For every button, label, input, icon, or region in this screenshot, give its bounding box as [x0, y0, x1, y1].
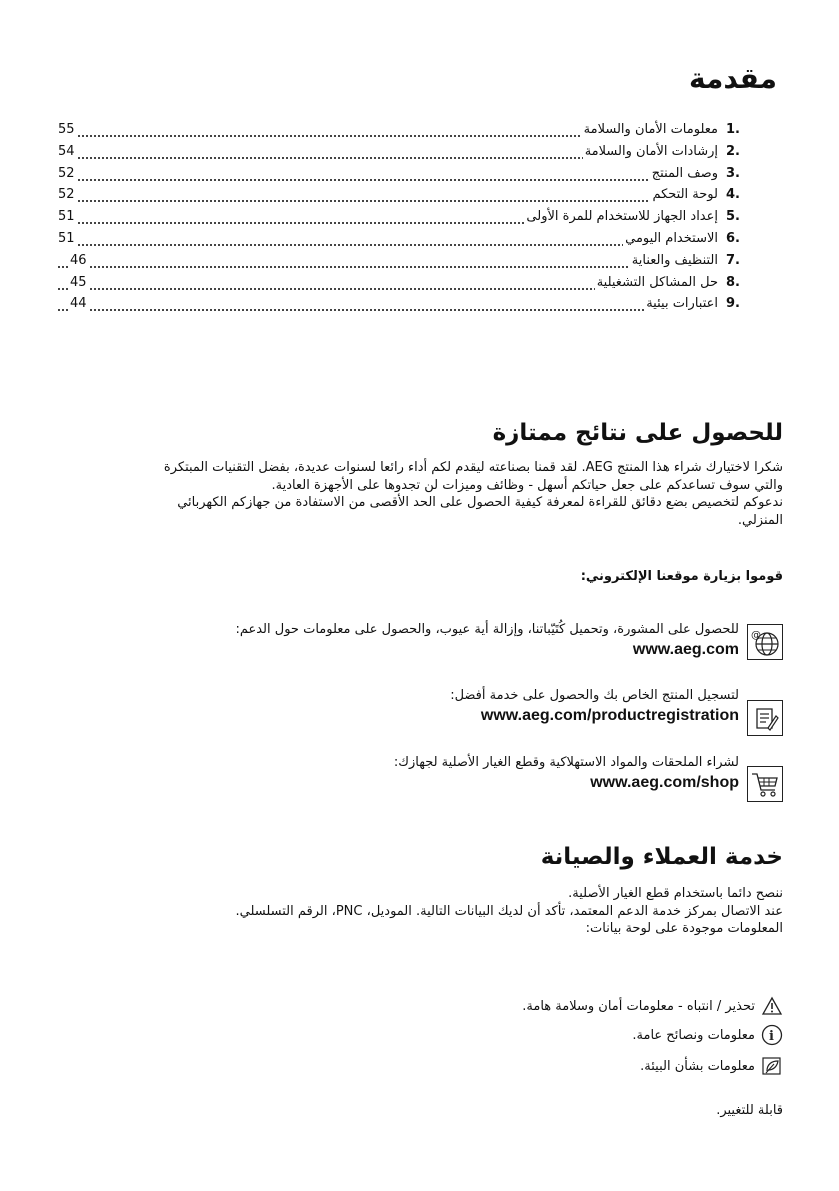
- legend-warning-text: تحذير / انتباه - معلومات أمان وسلامة هامة.: [522, 998, 755, 1014]
- leaf-icon: [761, 1055, 783, 1077]
- service-line: ننصح دائما باستخدام قطع الغيار الأصلية.: [568, 886, 783, 901]
- toc-item[interactable]: [58, 185, 742, 207]
- toc-title: التنظيف والعناية: [630, 251, 718, 271]
- toc-title: لوحة التحكم: [650, 185, 718, 205]
- toc-item[interactable]: [58, 251, 742, 273]
- toc-page-number: 51: [58, 207, 78, 227]
- toc-number: 4.: [726, 187, 740, 203]
- svg-text:@: @: [751, 630, 761, 641]
- svg-text:i: i: [769, 1029, 774, 1044]
- shop-link-block: [119, 755, 739, 792]
- toc-number: 1.: [726, 122, 740, 137]
- toc-page-number: 52: [58, 164, 78, 184]
- toc-page-number: 46: [70, 251, 90, 271]
- toc-title: إعداد الجهاز للاستخدام للمرة الأولى: [524, 207, 718, 227]
- results-heading: للحصول على نتائج ممتازة: [492, 420, 783, 446]
- toc-title: إرشادات الأمان والسلامة: [583, 142, 718, 162]
- toc-item[interactable]: [58, 120, 742, 142]
- toc-page-number: 52: [58, 185, 78, 205]
- legend-environment-text: معلومات بشأن البيئة.: [640, 1058, 755, 1074]
- shopping-cart-icon: [747, 766, 783, 802]
- toc-page-number: 54: [58, 142, 78, 162]
- toc-item[interactable]: [58, 207, 742, 229]
- toc-number: 3.: [726, 165, 740, 181]
- support-link-block: [119, 622, 739, 659]
- globe-icon: [747, 624, 783, 660]
- toc-item[interactable]: [58, 142, 742, 164]
- toc-leader: [58, 254, 712, 268]
- toc-number: 7.: [726, 252, 740, 268]
- legend-info: [632, 1024, 783, 1046]
- toc-title: الاستخدام اليومي: [623, 229, 718, 249]
- service-line: عند الاتصال بمركز خدمة الدعم المعتمد، تأكد أن لديك البيانات التالية. الموديل، PNC، الرقم التسلسلي.: [235, 903, 783, 919]
- service-heading: خدمة العملاء والصيانة: [540, 844, 783, 870]
- toc-item[interactable]: [58, 294, 742, 316]
- intro-line: شكرا لاختيارك شراء هذا المنتج AEG. لقد قمنا بصناعته ليقدم لكم أداء رائعا لسنوات عديدة، بفضل التقنيات المبتكرة: [163, 460, 783, 475]
- toc-number: 5.: [726, 209, 740, 225]
- warning-icon: [761, 995, 783, 1017]
- intro-line: المنزلي.: [737, 512, 783, 528]
- shop-link-description: لشراء الملحقات والمواد الاستهلاكية وقطع الغيار الأصلية لجهازك:: [393, 755, 739, 770]
- toc-number: 6.: [726, 230, 740, 246]
- registration-link-description: لتسجيل المنتج الخاص بك والحصول على خدمة أفضل:: [450, 688, 739, 703]
- toc-number: 8.: [726, 274, 740, 290]
- toc-page-number: 44: [70, 294, 90, 314]
- table-of-contents: [58, 120, 742, 316]
- page-title: مقدمة: [689, 62, 777, 95]
- legend-environment: [640, 1055, 783, 1077]
- toc-number: 2.: [726, 143, 740, 159]
- toc-leader: [58, 167, 712, 181]
- service-line: المعلومات موجودة على لوحة بيانات:: [585, 921, 783, 936]
- service-text: [43, 885, 783, 938]
- toc-item[interactable]: [58, 164, 742, 186]
- toc-title: معلومات الأمان والسلامة: [582, 120, 718, 140]
- shop-link-url[interactable]: www.aeg.com/shop: [590, 774, 739, 791]
- support-link-url[interactable]: www.aeg.com: [632, 641, 739, 658]
- legend-info-text: معلومات ونصائح عامة.: [632, 1027, 755, 1043]
- toc-item[interactable]: [58, 229, 742, 251]
- toc-page-number: 51: [58, 229, 78, 249]
- toc-page-number: 45: [70, 273, 90, 293]
- toc-title: وصف المنتج: [650, 164, 718, 184]
- registration-link-url[interactable]: www.aeg.com/productregistration: [480, 707, 739, 724]
- intro-line: ندعوكم لتخصيص بضع دقائق للقراءة لمعرفة كيفية الحصول على الحد الأقصى من الاستفادة من جهازكم الكهربائي: [177, 495, 783, 510]
- toc-title: اعتبارات بيئية: [644, 294, 718, 314]
- toc-leader: [58, 232, 712, 246]
- legend-warning: [522, 995, 783, 1017]
- results-intro: [43, 459, 783, 529]
- intro-line: والتي سوف تساعدكم على جعل حياتكم أسهل - وظائف وميزات لن تجدوها على الأجهزة العادية.: [271, 477, 783, 493]
- subject-to-change-note: قابلة للتغيير.: [716, 1103, 783, 1118]
- toc-number: 9.: [726, 296, 740, 312]
- support-link-description: للحصول على المشورة، وتحميل كُتَيّباتنا، وإزالة أية عيوب، والحصول على معلومات حول الدعم:: [235, 622, 739, 637]
- visit-website-label: قوموا بزيارة موقعنا الإلكتروني:: [580, 569, 783, 584]
- toc-leader: [58, 188, 712, 202]
- registration-link-block: [119, 688, 739, 725]
- toc-leader: [58, 297, 712, 311]
- toc-title: حل المشاكل التشغيلية: [595, 273, 718, 293]
- toc-item[interactable]: [58, 273, 742, 295]
- info-icon: [761, 1024, 783, 1046]
- registration-icon: [747, 700, 783, 736]
- toc-page-number: 55: [58, 120, 78, 140]
